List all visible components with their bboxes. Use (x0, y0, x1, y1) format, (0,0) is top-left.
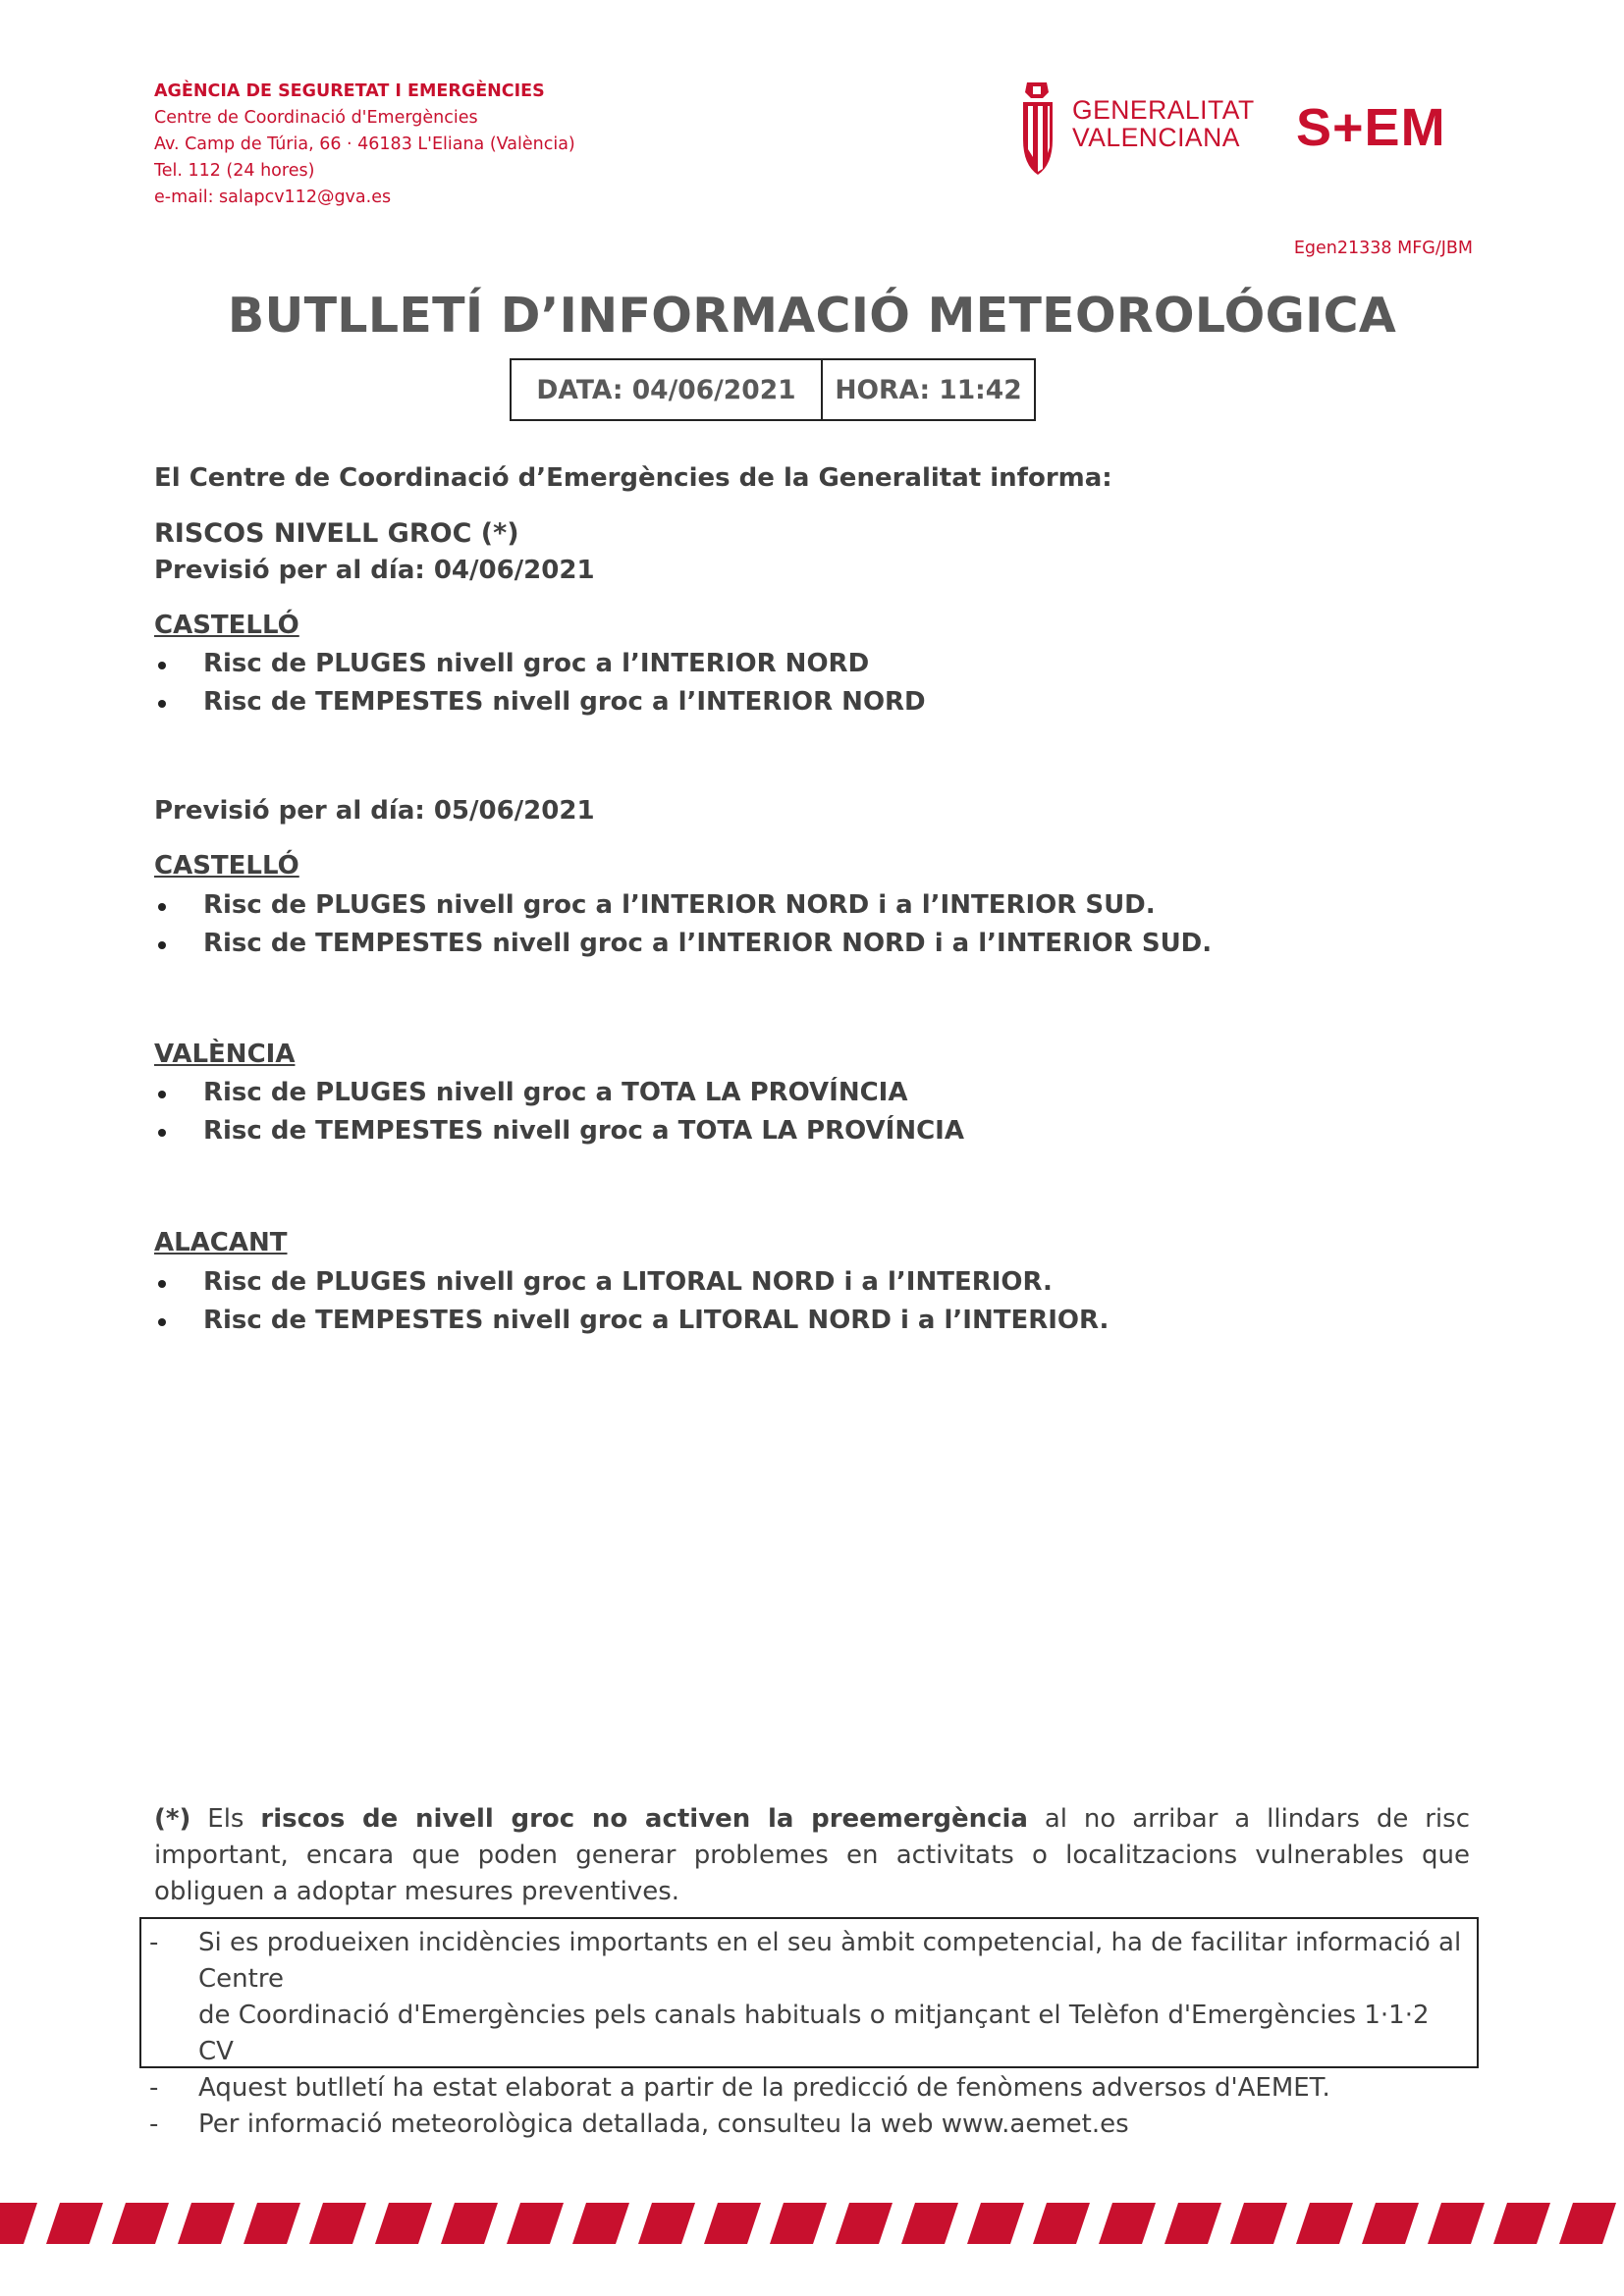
stripe (1164, 2203, 1221, 2244)
stripe (507, 2203, 564, 2244)
list-item: Risc de PLUGES nivell groc a LITORAL NORD i a l’INTERIOR. (154, 1263, 1109, 1302)
info-line-text: de Coordinació d'Emergències pels canals habituals o mitjançant el Telèfon d'Emergències 1·1·2 CV (198, 2001, 1430, 2066)
stripe (770, 2203, 827, 2244)
risk-level-heading: RISCOS NIVELL GROC (*) (154, 518, 519, 549)
info-line-text: Per informació meteorològica detallada, consulteu la web www.aemet.es (198, 2109, 1129, 2139)
stripe (1362, 2203, 1419, 2244)
agency-email: e-mail: salapcv112@gva.es (154, 187, 392, 207)
stripe (638, 2203, 695, 2244)
list-item: Risc de PLUGES nivell groc a TOTA LA PROVÍNCIA (154, 1074, 964, 1112)
list-item: Risc de PLUGES nivell groc a l’INTERIOR NORD i a l’INTERIOR SUD. (154, 886, 1212, 925)
decorative-stripe-border (0, 2203, 1624, 2244)
stripe (836, 2203, 893, 2244)
gv-logo-line1: GENERALITAT (1072, 95, 1255, 125)
stripe (1296, 2203, 1353, 2244)
date-cell: DATA: 04/06/2021 (512, 360, 823, 419)
list-item: Risc de TEMPESTES nivell groc a l’INTERIOR NORD i a l’INTERIOR SUD. (154, 925, 1212, 963)
list-item: Risc de TEMPESTES nivell groc a TOTA LA PROVÍNCIA (154, 1112, 964, 1150)
stripe (46, 2203, 103, 2244)
info-line (149, 2107, 1465, 2143)
stripe (1099, 2203, 1156, 2244)
dash-marker: - (149, 2109, 159, 2139)
stripe (1428, 2203, 1485, 2244)
stripe (1493, 2203, 1550, 2244)
stripe (441, 2203, 498, 2244)
gv-logo-text (1072, 96, 1255, 151)
footnote-text-1: Els (190, 1804, 261, 1834)
stripe (967, 2203, 1024, 2244)
info-line-text: Si es produeixen incidències importants en el seu àmbit competencial, ha de facilitar informació al Centre (198, 1928, 1462, 1994)
agency-name: AGÈNCIA DE SEGURETAT I EMERGÈNCIES (154, 81, 545, 101)
intro-text: El Centre de Coordinació d’Emergències de la Generalitat informa: (154, 463, 1112, 493)
gv-logo-line2: VALENCIANA (1072, 123, 1240, 152)
forecast-date-2: Previsió per al día: 05/06/2021 (154, 796, 595, 826)
dash-marker: - (149, 1928, 159, 1957)
footnote (154, 1801, 1470, 1910)
generalitat-valenciana-logo (1017, 79, 1253, 179)
province-heading: VALÈNCIA (154, 1040, 296, 1069)
list-item: Risc de TEMPESTES nivell groc a l’INTERIOR NORD (154, 683, 926, 721)
risk-list (154, 1074, 964, 1150)
stripe (0, 2203, 37, 2244)
stripe (244, 2203, 300, 2244)
info-line-text: Aquest butlletí ha estat elaborat a partir de la predicció de fenòmens adversos d'AEMET. (198, 2073, 1330, 2103)
stripe (1230, 2203, 1287, 2244)
stripe (309, 2203, 366, 2244)
agency-address: Av. Camp de Túria, 66 · 46183 L'Eliana (València) (154, 134, 575, 154)
list-item: Risc de TEMPESTES nivell groc a LITORAL NORD i a l’INTERIOR. (154, 1302, 1109, 1340)
sem-logo: S+EM (1296, 98, 1446, 157)
coat-of-arms-icon (1017, 79, 1058, 177)
footnote-text-2: al no arribar a llindars de risc important, encara que poden generar problemes en activitats o localitzacions vulnerables que obliguen a adoptar mesures preventives. (154, 1804, 1470, 1906)
info-line (149, 2070, 1465, 2107)
agency-phone: Tel. 112 (24 hores) (154, 161, 315, 181)
stripe (375, 2203, 432, 2244)
info-line-continuation (149, 1998, 1465, 2070)
risk-list (154, 645, 926, 721)
time-cell: HORA: 11:42 (835, 374, 1022, 405)
stripe (1033, 2203, 1090, 2244)
footnote-bold: riscos de nivell groc no activen la preemergència (260, 1804, 1028, 1834)
risk-list (154, 886, 1212, 963)
footnote-marker: (*) (154, 1804, 191, 1834)
page-title: BUTLLETÍ D’INFORMACIÓ METEOROLÓGICA (227, 288, 1397, 344)
agency-center: Centre de Coordinació d'Emergències (154, 108, 478, 128)
province-heading: ALACANT (154, 1228, 288, 1257)
stripe (572, 2203, 629, 2244)
document-reference: Egen21338 MFG/JBM (1293, 239, 1473, 258)
date-time-box (510, 358, 1036, 421)
stripe (112, 2203, 169, 2244)
stripe (1559, 2203, 1616, 2244)
risk-list (154, 1263, 1109, 1340)
forecast-date-1: Previsió per al día: 04/06/2021 (154, 556, 595, 585)
stripe (178, 2203, 235, 2244)
agency-contact-block (154, 79, 575, 211)
province-heading: CASTELLÓ (154, 611, 299, 640)
info-box (139, 1917, 1479, 2139)
info-line (149, 1925, 1465, 1998)
stripe (901, 2203, 958, 2244)
province-heading: CASTELLÓ (154, 851, 299, 881)
list-item: Risc de PLUGES nivell groc a l’INTERIOR NORD (154, 645, 926, 683)
stripe (704, 2203, 761, 2244)
dash-marker: - (149, 2073, 159, 2103)
